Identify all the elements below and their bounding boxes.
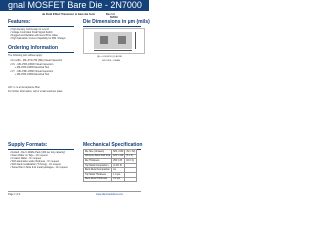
table-cell: 0.2 µm xyxy=(112,177,125,182)
title-banner xyxy=(0,0,149,11)
ordering-heading: Ordering Information xyxy=(8,45,58,51)
table-cell: (5 x 5) xyxy=(125,154,137,159)
supply-item: • With alternative wafer thickness - On request xyxy=(10,160,68,163)
features-rule xyxy=(8,26,74,27)
ordering-intro: The following part suffixes apply: xyxy=(8,54,43,57)
website-link[interactable]: www.siliconsolutions.com xyxy=(96,192,123,196)
table-cell: 820 x 820 xyxy=(113,150,124,153)
gate-bond-pad xyxy=(100,36,108,44)
table-cell: Die Thickness xyxy=(84,159,112,164)
supply-rule xyxy=(8,149,74,150)
ordering-item: • CT - MIL-PRF-19500 Visual Inspection + MIL-PRF-19500 Electrical Test xyxy=(10,70,62,76)
ordering-list xyxy=(10,59,62,76)
die-top-view xyxy=(83,28,145,54)
ordering-item: • No suffix - MIL-STD-750 (DIE) Visual Inspection xyxy=(10,59,62,62)
ordering-note: LID = L is an Acceptance Plan xyxy=(8,86,40,89)
supply-item: • Sawn Wafer on Tape - On request xyxy=(10,154,68,157)
supply-list xyxy=(10,151,68,169)
ordering-item: • CS - MIL-PRF-19500 Visual Inspection + MIL-PRF-19500 Electrical Test xyxy=(10,63,62,69)
table-cell: 120 x 120 xyxy=(113,155,124,158)
table-cell: (32 x 32) xyxy=(126,150,136,153)
table-cell xyxy=(125,177,137,182)
feature-item: • Rugged and Reliable with Good Price Value xyxy=(10,34,65,37)
features-heading: Features: xyxy=(8,19,31,25)
die-bond-label: (B) = SOURCE (S) BOND xyxy=(97,56,123,58)
table-cell: Au xyxy=(112,168,125,173)
supply-item: • Unsawn Wafer - On request xyxy=(10,157,68,160)
page-number: Page 1 of 4 xyxy=(8,192,21,196)
table-cell: Al 1% Si xyxy=(112,163,125,168)
table-cell: Back Metal Composition xyxy=(85,169,110,172)
supply-item: • Tested Die in SiGe & Al metal packages - On request xyxy=(10,166,68,169)
die-dimensions-rule xyxy=(83,26,141,27)
document-subtitle: de Field Effect Transistor in bare die form xyxy=(42,13,96,16)
die-dimensions-heading: Die Dimensions in µm (mils) xyxy=(83,19,150,25)
table-cell: (10 ± 1) xyxy=(125,159,137,164)
features-list xyxy=(10,28,65,40)
mech-spec-table xyxy=(83,149,137,182)
supply-item: • With back metallization (Ti-Ni-Ag) - On request xyxy=(10,163,68,166)
revision-date: 6/2019 xyxy=(110,16,118,19)
supply-item: • Default - Die in Waffle Pack (400 per tray capacity) xyxy=(10,151,68,154)
feature-item: • High Density Cell Design for Low R xyxy=(10,28,65,31)
table-cell: Top Metal Thickness xyxy=(84,172,112,177)
table-cell: 250 ± 25 xyxy=(112,159,125,164)
table-cell: 1.0 µm xyxy=(112,172,125,177)
ordering-contact: For further information, call or email customer sales xyxy=(8,90,63,93)
table-cell: Minimum Bond Pad Size xyxy=(85,155,111,158)
table-cell: Top Metal Composition xyxy=(84,163,112,168)
feature-item: • High Saturation Current Capability for MSI / Relays xyxy=(10,37,65,40)
ordering-rule xyxy=(8,52,74,53)
table-cell: Back Metal Thickness xyxy=(84,177,112,182)
table-cell: Die Size (Unsawn) xyxy=(84,150,112,155)
revision-label: Rev 1.0 xyxy=(106,13,115,16)
feature-item: • Voltage Controlled Small Signal Switch xyxy=(10,31,65,34)
mech-heading: Mechanical Specification xyxy=(83,142,143,148)
die-drain-label: DIE SIDE - DRAIN xyxy=(102,60,121,62)
source-bond-pad xyxy=(118,36,126,44)
table-row xyxy=(84,177,137,182)
document-title: gnal MOSFET Bare Die - 2N7000 xyxy=(8,0,142,10)
supply-heading: Supply Formats: xyxy=(8,142,48,148)
